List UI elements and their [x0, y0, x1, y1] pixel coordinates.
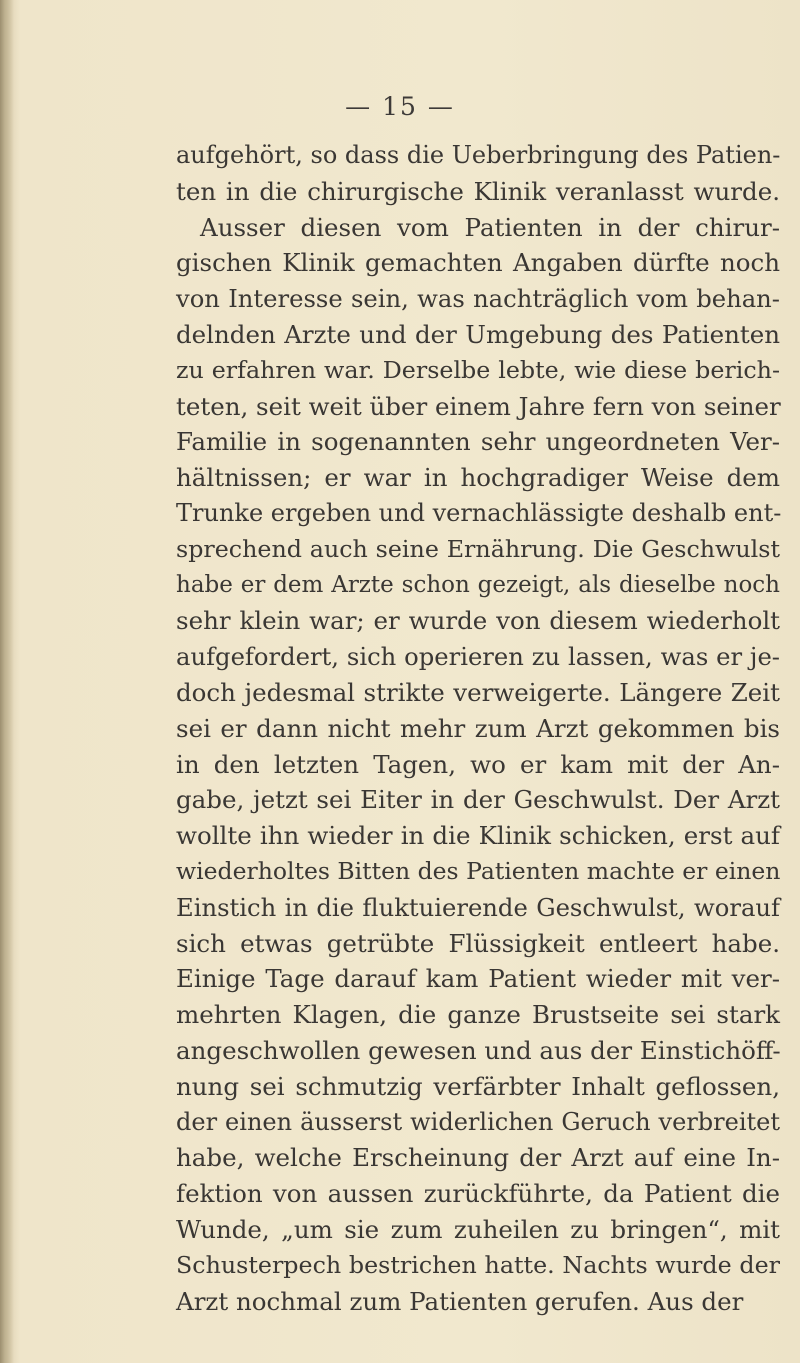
text-line: gischen Klinik gemachten Angaben dürfte noch — [176, 248, 780, 278]
text-line: teten, seit weit über einem Jahre fern von seiner — [176, 391, 781, 421]
text-line: zu erfahren war. Derselbe lebte, wie diese berich- — [176, 355, 780, 384]
text-line: habe, welche Erscheinung der Arzt auf eine In- — [176, 1143, 780, 1173]
text-line: in den letzten Tagen, wo er kam mit der An- — [176, 749, 780, 779]
text-line: Arzt nochmal zum Patienten gerufen. Aus der — [176, 1286, 744, 1316]
text-line: mehrten Klagen, die ganze Brustseite sei stark — [176, 1000, 780, 1030]
page-number-header: — 15 — — [345, 92, 455, 121]
text-line: Einstich in die fluktuierende Geschwulst, worauf — [176, 892, 780, 922]
text-line: delnden Arzte und der Umgebung des Patienten — [176, 319, 780, 349]
text-line: Ausser diesen vom Patienten in der chirur- — [200, 212, 780, 242]
text-line: habe er dem Arzte schon gezeigt, als dieselbe noch — [176, 571, 780, 598]
text-line: angeschwollen gewesen und aus der Einstichöff- — [176, 1035, 781, 1065]
page-spine-shadow — [0, 0, 14, 1363]
text-line: sehr klein war; er wurde von diesem wiederholt — [176, 606, 780, 636]
text-line: aufgefordert, sich operieren zu lassen, was er je- — [176, 642, 780, 672]
text-line: gabe, jetzt sei Eiter in der Geschwulst. Der Arzt — [176, 785, 780, 815]
text-line: sich etwas getrübte Flüssigkeit entleert habe. — [176, 928, 780, 958]
text-line: fektion von aussen zurückführte, da Patient die — [176, 1179, 780, 1209]
text-line: ten in die chirurgische Klinik veranlasst wurde. — [176, 176, 780, 206]
body-text — [176, 138, 780, 1319]
text-line: nung sei schmutzig verfärbter Inhalt geflossen, — [176, 1071, 780, 1101]
text-line: Einige Tage darauf kam Patient wieder mit ver- — [176, 964, 780, 994]
text-line: Trunke ergeben und vernachlässigte deshalb ent- — [176, 498, 782, 527]
text-line: wollte ihn wieder in die Klinik schicken, erst auf — [176, 821, 780, 851]
text-line: hältnissen; er war in hochgradiger Weise dem — [176, 463, 780, 493]
text-line: doch jedesmal strikte verweigerte. Längere Zeit — [176, 677, 780, 707]
text-line: der einen äusserst widerlichen Geruch verbreitet — [176, 1107, 780, 1136]
text-line: wiederholtes Bitten des Patienten machte er einen — [176, 856, 781, 885]
text-line: aufgehört, so dass die Ueberbringung des Patien- — [176, 141, 781, 169]
text-line: sprechend auch seine Ernährung. Die Geschwulst — [176, 534, 780, 563]
text-line: Schusterpech bestrichen hatte. Nachts wurde der — [176, 1250, 780, 1279]
text-line: Familie in sogenannten sehr ungeordneten Ver- — [176, 427, 780, 457]
text-line: von Interesse sein, was nachträglich vom behan- — [176, 284, 780, 314]
text-line: sei er dann nicht mehr zum Arzt gekommen bis — [176, 713, 780, 743]
text-line: Wunde, „um sie zum zuheilen zu bringen“, mit — [176, 1214, 780, 1244]
